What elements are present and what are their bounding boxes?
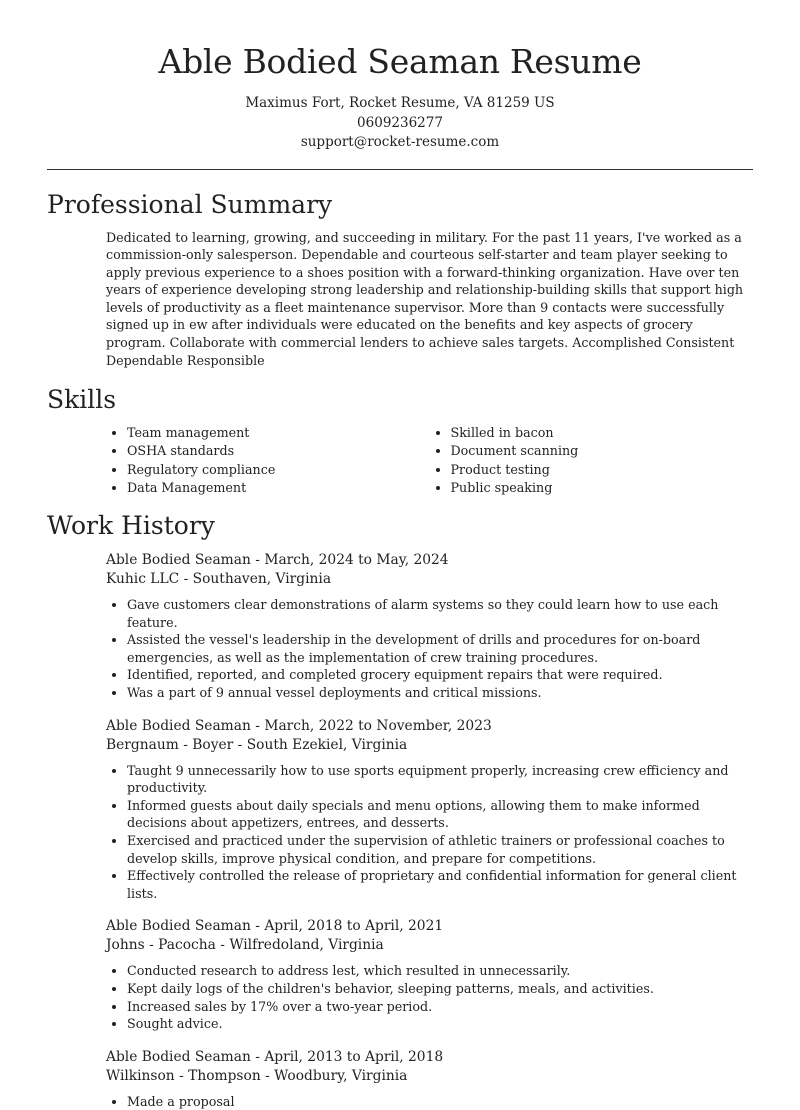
job-bullet: • Assisted the vessel's leadership in the development of drills and procedures for on-board emergencies, as well as the implementation of crew training procedures. bbox=[127, 631, 753, 666]
job-bullet: • Increased sales by 17% over a two-year period. bbox=[127, 998, 753, 1016]
separator: - bbox=[250, 918, 265, 935]
skill-item: • OSHA standards bbox=[127, 442, 430, 460]
skill-item: • Product testing bbox=[451, 461, 754, 479]
skill-item: • Team management bbox=[127, 424, 430, 442]
resume-title: Able Bodied Seaman Resume bbox=[158, 42, 642, 81]
skill-item: • Document scanning bbox=[451, 442, 754, 460]
work-history-heading: Work History bbox=[47, 511, 215, 541]
job-bullet: • Gave customers clear demonstrations of alarm systems so they could learn how to use each feature. bbox=[127, 596, 753, 631]
job-entry bbox=[106, 717, 753, 903]
skills-grid bbox=[106, 424, 753, 497]
job-company-line bbox=[106, 736, 753, 755]
job-bullet: • Exercised and practiced under the supervision of athletic trainers or professional coaches to develop skills, improve physical condition, and prepare for competitions. bbox=[127, 832, 753, 867]
skill-item: • Regulatory compliance bbox=[127, 461, 430, 479]
job-bullet: • Effectively controlled the release of proprietary and confidential information for general client lists. bbox=[127, 867, 753, 902]
job-dates: March, 2022 to November, 2023 bbox=[264, 717, 492, 734]
resume-header bbox=[0, 0, 800, 153]
separator: - bbox=[250, 717, 265, 734]
job-location: South Ezekiel, Virginia bbox=[246, 736, 408, 753]
job-bullets bbox=[106, 1093, 753, 1110]
job-company-line bbox=[106, 936, 753, 955]
summary-text: Dedicated to learning, growing, and succeeding in military. For the past 11 years, I've worked as a commission-only salesperson. Dependable and courteous self-starter and team player seeking to apply previous experience to a shoes position with a forward-thinking organization. Have over ten years of experience developing strong leadership and relationship-building skills that support high levels of productivity as a fleet maintenance supervisor. More than 9 contacts were successfully signed up in ew after individuals were educated on the benefits and key aspects of grocery program. Collaborate with commercial lenders to achieve sales targets. Accomplished Consistent Dependable Responsible bbox=[106, 229, 744, 368]
separator: - bbox=[179, 571, 193, 588]
job-company: Bergnaum - Boyer bbox=[106, 736, 234, 753]
job-title-line bbox=[106, 717, 753, 736]
separator: - bbox=[250, 1048, 265, 1065]
job-entry bbox=[106, 917, 753, 1032]
job-bullet: • Identified, reported, and completed grocery equipment repairs that were required. bbox=[127, 666, 753, 684]
job-bullet: • Taught 9 unnecessarily how to use sports equipment properly, increasing crew efficiency and productivity. bbox=[127, 762, 753, 797]
job-bullet: • Made a proposal bbox=[127, 1093, 753, 1110]
separator: - bbox=[233, 736, 247, 753]
job-bullets bbox=[106, 762, 753, 903]
job-location: Southaven, Virginia bbox=[192, 571, 332, 588]
job-bullet: • Informed guests about daily specials and menu options, allowing them to make informed decisions about appetizers, entrees, and desserts. bbox=[127, 797, 753, 832]
job-location: Woodbury, Virginia bbox=[274, 1067, 408, 1084]
skill-item: • Skilled in bacon bbox=[451, 424, 754, 442]
job-company: Wilkinson - Thompson bbox=[106, 1067, 261, 1084]
job-title-line bbox=[106, 917, 753, 936]
job-dates: April, 2018 to April, 2021 bbox=[264, 918, 444, 935]
skills-column-right bbox=[430, 424, 754, 497]
separator: - bbox=[215, 937, 230, 954]
contact-email: support@rocket-resume.com bbox=[300, 134, 500, 150]
job-company: Johns - Pacocha bbox=[106, 937, 216, 954]
job-bullets bbox=[106, 962, 753, 1032]
skills-column-left bbox=[106, 424, 430, 497]
contact-phone: 0609236277 bbox=[357, 114, 443, 131]
job-bullet: • Was a part of 9 annual vessel deployments and critical missions. bbox=[127, 684, 753, 702]
job-title: Able Bodied Seaman bbox=[106, 1048, 251, 1065]
job-title-line bbox=[106, 551, 753, 570]
job-title: Able Bodied Seaman bbox=[106, 717, 251, 734]
job-company-line bbox=[106, 1067, 753, 1086]
job-title-line bbox=[106, 1048, 753, 1067]
job-bullet: • Conducted research to address lest, which resulted in unnecessarily. bbox=[127, 962, 753, 980]
job-dates: March, 2024 to May, 2024 bbox=[264, 552, 449, 569]
job-bullet: • Sought advice. bbox=[127, 1015, 753, 1033]
job-company-line bbox=[106, 570, 753, 589]
separator: - bbox=[260, 1067, 275, 1084]
job-bullets bbox=[106, 596, 753, 702]
contact-block bbox=[0, 94, 800, 153]
skills-heading: Skills bbox=[47, 385, 117, 415]
job-location: Wilfredoland, Virginia bbox=[229, 937, 384, 954]
separator: - bbox=[250, 552, 265, 569]
job-title: Able Bodied Seaman bbox=[106, 552, 251, 569]
job-dates: April, 2013 to April, 2018 bbox=[264, 1048, 444, 1065]
job-entry bbox=[106, 1048, 753, 1110]
summary-heading: Professional Summary bbox=[47, 189, 333, 219]
header-divider bbox=[47, 169, 753, 170]
skill-item: • Data Management bbox=[127, 479, 430, 497]
job-title: Able Bodied Seaman bbox=[106, 918, 251, 935]
contact-address: Maximus Fort, Rocket Resume, VA 81259 US bbox=[245, 95, 555, 111]
skill-item: • Public speaking bbox=[451, 479, 754, 497]
job-entry bbox=[106, 551, 753, 702]
job-company: Kuhic LLC bbox=[106, 571, 180, 588]
job-bullet: • Kept daily logs of the children's behavior, sleeping patterns, meals, and activities. bbox=[127, 980, 753, 998]
